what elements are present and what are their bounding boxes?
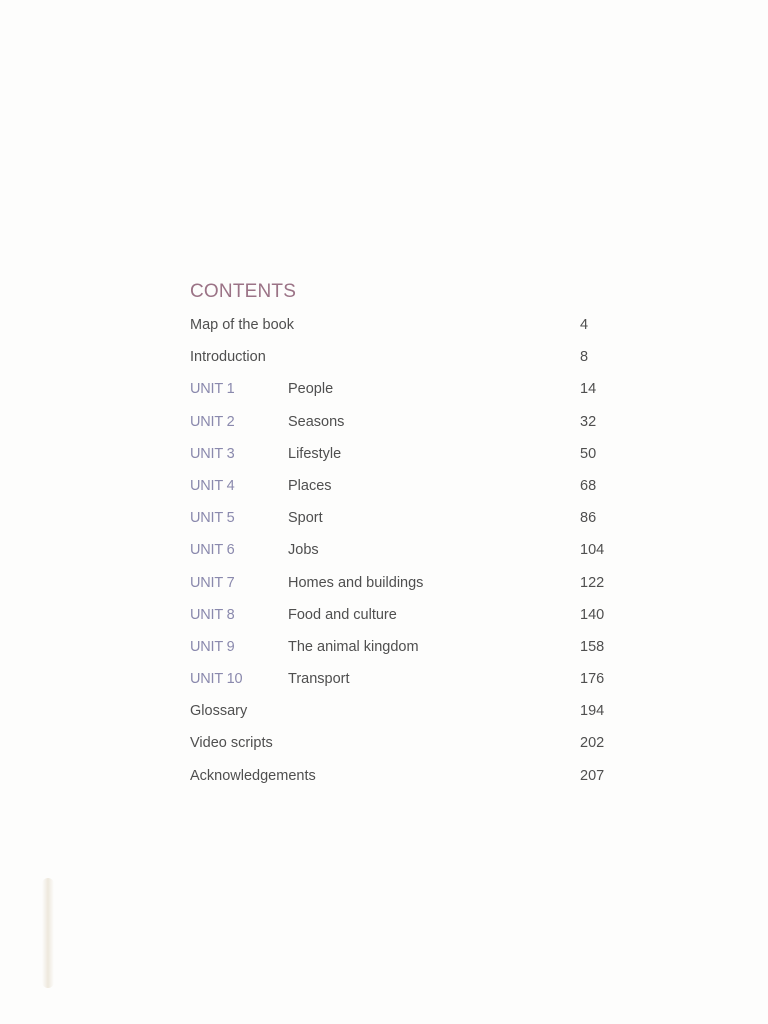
toc-page-number: 86 [580, 510, 597, 527]
unit-title: Lifestyle [288, 445, 342, 462]
toc-entry-label: Glossary [190, 703, 248, 720]
paper-edge-mark [42, 878, 54, 988]
unit-title: Places [288, 477, 332, 494]
toc-row-unit-3 [190, 442, 620, 474]
toc-entry-label: Acknowledgements [190, 767, 316, 784]
toc-page-number: 176 [580, 671, 605, 688]
toc-entry-label: Introduction [190, 349, 266, 366]
toc-page-number: 158 [580, 638, 605, 655]
toc-row-acknowledgements [190, 764, 620, 796]
toc-page-number: 8 [580, 349, 589, 366]
toc-entry-label: Video scripts [190, 735, 273, 752]
toc-page-number: 14 [580, 381, 597, 398]
toc-row-unit-10 [190, 667, 620, 699]
toc-page-number: 32 [580, 413, 597, 430]
toc-row-unit-9 [190, 635, 620, 667]
unit-label: UNIT 10 [190, 671, 243, 688]
unit-label: UNIT 4 [190, 477, 235, 494]
unit-label: UNIT 5 [190, 510, 235, 527]
toc-page-number: 4 [580, 317, 589, 333]
toc-page-number: 207 [580, 767, 605, 784]
unit-title: Jobs [288, 542, 319, 559]
unit-title: Food and culture [288, 606, 397, 623]
toc-row-map-of-the-book [190, 313, 620, 345]
unit-title: People [288, 381, 334, 398]
toc-row-unit-1 [190, 377, 620, 409]
unit-title: Homes and buildings [288, 574, 424, 591]
toc-row-unit-7 [190, 571, 620, 603]
unit-label: UNIT 6 [190, 542, 235, 559]
unit-label: UNIT 1 [190, 381, 235, 398]
toc-page-number: 50 [580, 445, 597, 462]
unit-label: UNIT 3 [190, 445, 235, 462]
unit-title: Sport [288, 510, 323, 527]
toc-row-introduction [190, 345, 620, 377]
unit-label: UNIT 7 [190, 574, 235, 591]
toc-page-number: 68 [580, 477, 597, 494]
toc-page-number: 194 [580, 703, 605, 720]
unit-label: UNIT 8 [190, 606, 235, 623]
toc-row-glossary [190, 699, 620, 731]
toc-page-number: 202 [580, 735, 605, 752]
toc-row-video-scripts [190, 731, 620, 763]
unit-label: UNIT 2 [190, 413, 235, 430]
toc-page-number: 104 [580, 542, 605, 559]
unit-label: UNIT 9 [190, 638, 235, 655]
toc-row-unit-8 [190, 603, 620, 635]
unit-title: The animal kingdom [288, 638, 419, 655]
toc-row-unit-4 [190, 474, 620, 506]
unit-title: Seasons [288, 413, 345, 430]
unit-title: Transport [288, 671, 350, 688]
toc-row-unit-2 [190, 410, 620, 442]
toc-row-unit-5 [190, 506, 620, 538]
contents-heading: CONTENTS [190, 281, 297, 302]
toc-entry-label: Map of the book [190, 317, 294, 333]
toc-row-unit-6 [190, 538, 620, 570]
table-of-contents [190, 280, 620, 796]
toc-page-number: 140 [580, 606, 605, 623]
toc-page-number: 122 [580, 574, 605, 591]
